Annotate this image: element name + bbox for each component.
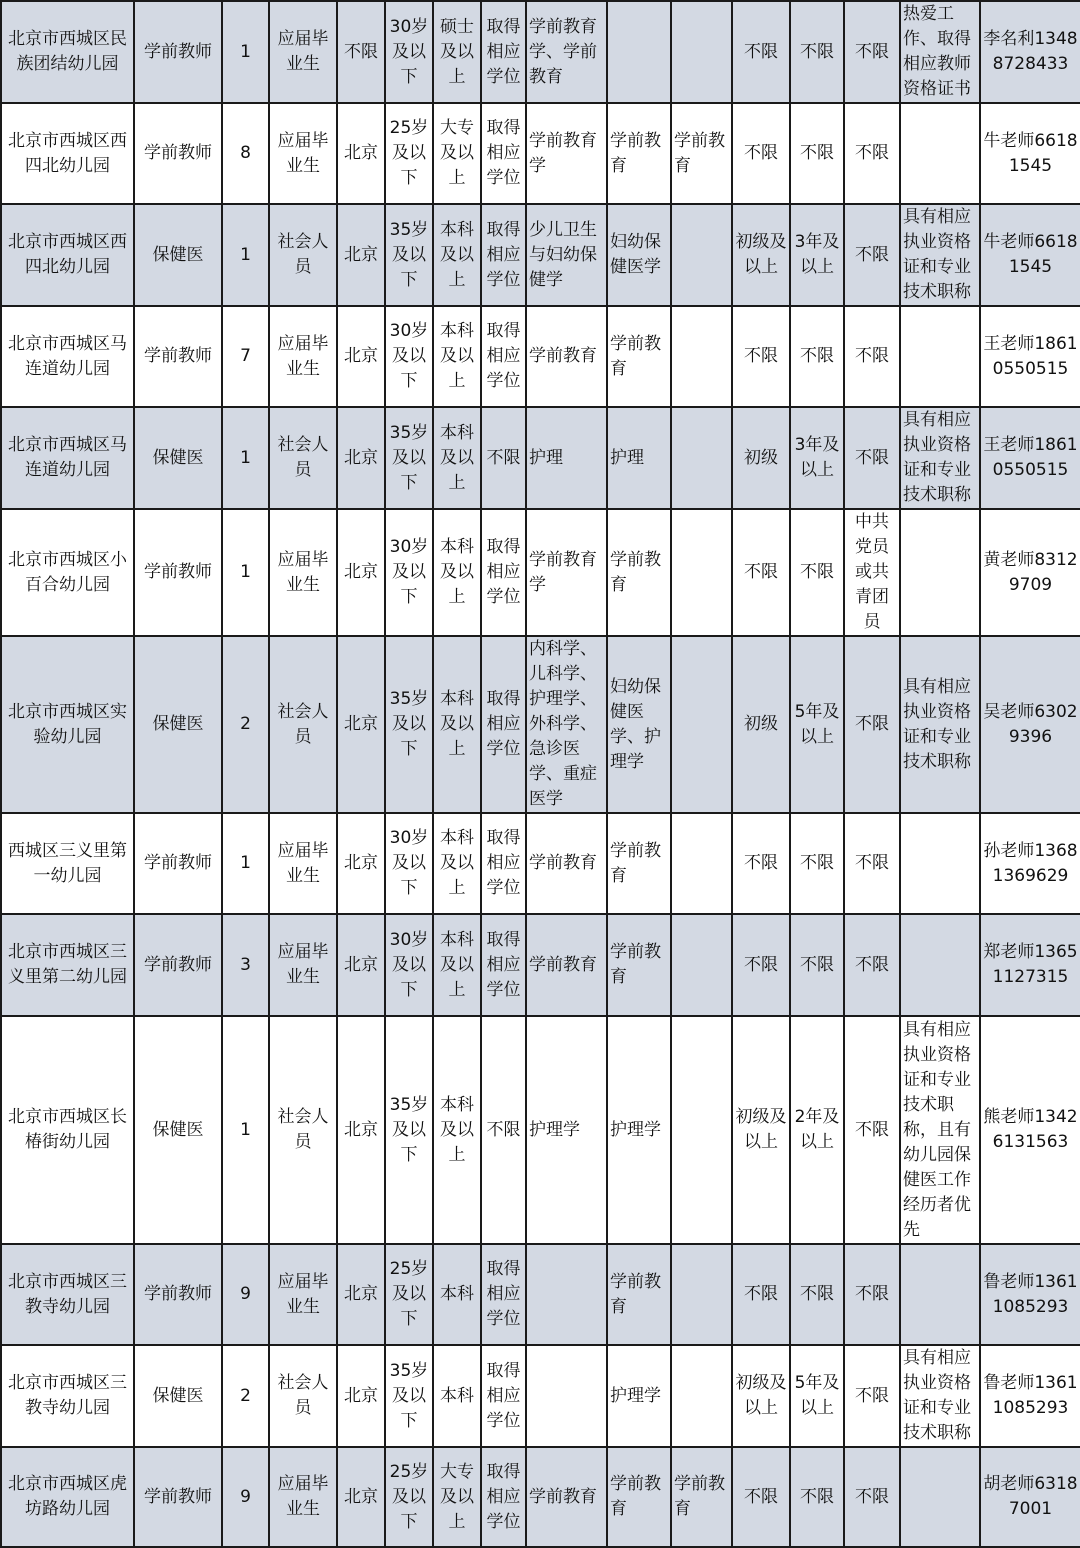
experience-cell: 不限 [790,103,844,204]
education-cell: 本科及以上 [433,914,481,1016]
degree-cell: 取得相应学位 [481,1447,526,1547]
major-cell: 学前教育 [607,813,671,914]
age-cell: 35岁及以下 [385,407,433,509]
major-cell: 学前教育 [671,1447,732,1547]
major-cell: 少儿卫生与妇幼保健学 [526,204,607,306]
age-cell: 30岁及以下 [385,1,433,103]
degree-cell: 取得相应学位 [481,1,526,103]
school-cell: 北京市西城区长椿街幼儿园 [1,1016,134,1244]
count-cell: 2 [222,636,269,813]
experience-cell: 不限 [790,1,844,103]
hukou-cell: 北京 [337,1345,385,1447]
major-cell [671,306,732,407]
major-cell: 妇幼保健医学 [607,204,671,306]
major-cell [671,1016,732,1244]
major-cell: 护理 [607,407,671,509]
degree-cell: 取得相应学位 [481,306,526,407]
degree-cell: 取得相应学位 [481,813,526,914]
major-cell [526,1345,607,1447]
education-cell: 本科及以上 [433,1016,481,1244]
hukou-cell: 北京 [337,1244,385,1345]
major-cell: 妇幼保健医学、护理学 [607,636,671,813]
degree-cell: 取得相应学位 [481,1244,526,1345]
school-cell: 北京市西城区三义里第二幼儿园 [1,914,134,1016]
school-cell: 北京市西城区西四北幼儿园 [1,204,134,306]
major-cell: 学前教育学、学前教育 [526,1,607,103]
table-row [1,1447,1080,1547]
title-cell: 不限 [732,1,790,103]
table-row [1,1016,1080,1244]
major-cell: 护理学 [607,1016,671,1244]
other-requirements-cell: 具有相应执业资格证和专业技术职称 [900,636,980,813]
school-cell: 北京市西城区实验幼儿园 [1,636,134,813]
politics-cell: 不限 [844,103,900,204]
table-row [1,636,1080,813]
other-requirements-cell: 具有相应执业资格证和专业技术职称，且有幼儿园保健医工作经历者优先 [900,1016,980,1244]
major-cell: 学前教育 [607,1244,671,1345]
table-row [1,306,1080,407]
position-cell: 学前教师 [134,306,222,407]
position-cell: 学前教师 [134,914,222,1016]
title-cell: 初级 [732,636,790,813]
position-cell: 学前教师 [134,1447,222,1547]
contact-cell: 鲁老师13611085293 [980,1244,1080,1345]
hukou-cell: 北京 [337,407,385,509]
degree-cell: 取得相应学位 [481,509,526,636]
title-cell: 不限 [732,306,790,407]
school-cell: 西城区三义里第一幼儿园 [1,813,134,914]
age-cell: 35岁及以下 [385,636,433,813]
hukou-cell: 不限 [337,1,385,103]
politics-cell: 不限 [844,407,900,509]
major-cell: 学前教育 [607,914,671,1016]
major-cell: 护理学 [607,1345,671,1447]
degree-cell: 不限 [481,407,526,509]
other-requirements-cell [900,914,980,1016]
hukou-cell: 北京 [337,509,385,636]
degree-cell: 取得相应学位 [481,914,526,1016]
experience-cell: 不限 [790,509,844,636]
education-cell: 大专及以上 [433,1447,481,1547]
experience-cell: 不限 [790,1244,844,1345]
major-cell: 学前教育 [607,1447,671,1547]
age-cell: 30岁及以下 [385,306,433,407]
age-cell: 25岁及以下 [385,1447,433,1547]
education-cell: 本科及以上 [433,509,481,636]
major-cell [671,914,732,1016]
title-cell: 不限 [732,1244,790,1345]
other-requirements-cell [900,1447,980,1547]
age-cell: 35岁及以下 [385,1016,433,1244]
contact-cell: 鲁老师13611085293 [980,1345,1080,1447]
contact-cell: 吴老师63029396 [980,636,1080,813]
experience-cell: 5年及以上 [790,1345,844,1447]
source-cell: 社会人员 [269,204,337,306]
school-cell: 北京市西城区虎坊路幼儿园 [1,1447,134,1547]
hukou-cell: 北京 [337,636,385,813]
hukou-cell: 北京 [337,306,385,407]
other-requirements-cell [900,1244,980,1345]
title-cell: 初级及以上 [732,204,790,306]
age-cell: 30岁及以下 [385,509,433,636]
education-cell: 本科及以上 [433,813,481,914]
major-cell: 学前教育 [526,813,607,914]
school-cell: 北京市西城区三教寺幼儿园 [1,1244,134,1345]
title-cell: 初级 [732,407,790,509]
school-cell: 北京市西城区马连道幼儿园 [1,306,134,407]
school-cell: 北京市西城区马连道幼儿园 [1,407,134,509]
degree-cell: 不限 [481,1016,526,1244]
degree-cell: 取得相应学位 [481,204,526,306]
major-cell: 学前教育 [526,1447,607,1547]
other-requirements-cell [900,103,980,204]
school-cell: 北京市西城区小百合幼儿园 [1,509,134,636]
school-cell: 北京市西城区民族团结幼儿园 [1,1,134,103]
other-requirements-cell: 热爱工作、取得相应教师资格证书 [900,1,980,103]
experience-cell: 3年及以上 [790,407,844,509]
age-cell: 35岁及以下 [385,204,433,306]
major-cell [607,1,671,103]
title-cell: 不限 [732,103,790,204]
other-requirements-cell [900,813,980,914]
contact-cell: 王老师18610550515 [980,306,1080,407]
education-cell: 本科 [433,1244,481,1345]
contact-cell: 黄老师83129709 [980,509,1080,636]
contact-cell: 熊老师13426131563 [980,1016,1080,1244]
position-cell: 学前教师 [134,103,222,204]
contact-cell: 牛老师66181545 [980,103,1080,204]
major-cell: 学前教育 [607,306,671,407]
age-cell: 25岁及以下 [385,103,433,204]
contact-cell: 胡老师63187001 [980,1447,1080,1547]
education-cell: 大专及以上 [433,103,481,204]
source-cell: 应届毕业生 [269,1447,337,1547]
position-cell: 学前教师 [134,509,222,636]
age-cell: 30岁及以下 [385,813,433,914]
major-cell [671,1,732,103]
title-cell: 不限 [732,813,790,914]
count-cell: 1 [222,407,269,509]
source-cell: 社会人员 [269,407,337,509]
title-cell: 不限 [732,914,790,1016]
position-cell: 保健医 [134,636,222,813]
politics-cell: 不限 [844,914,900,1016]
hukou-cell: 北京 [337,1016,385,1244]
major-cell: 护理学 [526,1016,607,1244]
count-cell: 1 [222,509,269,636]
other-requirements-cell [900,306,980,407]
politics-cell: 不限 [844,306,900,407]
position-cell: 保健医 [134,1016,222,1244]
school-cell: 北京市西城区三教寺幼儿园 [1,1345,134,1447]
age-cell: 25岁及以下 [385,1244,433,1345]
major-cell [671,1244,732,1345]
major-cell [671,204,732,306]
table-row [1,509,1080,636]
table-row [1,1244,1080,1345]
politics-cell: 不限 [844,813,900,914]
politics-cell: 不限 [844,1016,900,1244]
major-cell: 护理 [526,407,607,509]
title-cell: 不限 [732,509,790,636]
count-cell: 7 [222,306,269,407]
source-cell: 社会人员 [269,636,337,813]
major-cell [671,509,732,636]
contact-cell: 王老师18610550515 [980,407,1080,509]
politics-cell: 不限 [844,204,900,306]
experience-cell: 不限 [790,914,844,1016]
position-cell: 学前教师 [134,1,222,103]
experience-cell: 不限 [790,1447,844,1547]
contact-cell: 郑老师13651127315 [980,914,1080,1016]
experience-cell: 2年及以上 [790,1016,844,1244]
major-cell: 学前教育 [607,103,671,204]
experience-cell: 5年及以上 [790,636,844,813]
count-cell: 1 [222,1016,269,1244]
contact-cell: 李名利13488728433 [980,1,1080,103]
politics-cell: 不限 [844,1345,900,1447]
source-cell: 社会人员 [269,1345,337,1447]
major-cell: 内科学、儿科学、护理学、外科学、急诊医学、重症医学 [526,636,607,813]
politics-cell: 不限 [844,1244,900,1345]
age-cell: 30岁及以下 [385,914,433,1016]
school-cell: 北京市西城区西四北幼儿园 [1,103,134,204]
source-cell: 应届毕业生 [269,509,337,636]
other-requirements-cell: 具有相应执业资格证和专业技术职称 [900,204,980,306]
source-cell: 应届毕业生 [269,1244,337,1345]
hukou-cell: 北京 [337,103,385,204]
count-cell: 1 [222,204,269,306]
position-cell: 学前教师 [134,1244,222,1345]
title-cell: 初级及以上 [732,1016,790,1244]
table-row [1,204,1080,306]
major-cell: 学前教育 [526,914,607,1016]
position-cell: 保健医 [134,407,222,509]
table-row [1,914,1080,1016]
hukou-cell: 北京 [337,813,385,914]
position-cell: 学前教师 [134,813,222,914]
count-cell: 9 [222,1447,269,1547]
education-cell: 硕士及以上 [433,1,481,103]
other-requirements-cell: 具有相应执业资格证和专业技术职称 [900,1345,980,1447]
major-cell [671,813,732,914]
major-cell: 学前教育学 [526,509,607,636]
major-cell: 学前教育 [526,306,607,407]
count-cell: 9 [222,1244,269,1345]
major-cell [671,407,732,509]
count-cell: 8 [222,103,269,204]
major-cell [671,636,732,813]
hukou-cell: 北京 [337,204,385,306]
experience-cell: 不限 [790,813,844,914]
politics-cell: 不限 [844,636,900,813]
education-cell: 本科及以上 [433,407,481,509]
experience-cell: 不限 [790,306,844,407]
politics-cell: 不限 [844,1447,900,1547]
education-cell: 本科及以上 [433,636,481,813]
table-row [1,1345,1080,1447]
source-cell: 应届毕业生 [269,914,337,1016]
politics-cell: 中共党员或共青团员 [844,509,900,636]
source-cell: 应届毕业生 [269,306,337,407]
source-cell: 应届毕业生 [269,813,337,914]
education-cell: 本科及以上 [433,204,481,306]
position-cell: 保健医 [134,204,222,306]
age-cell: 35岁及以下 [385,1345,433,1447]
count-cell: 1 [222,1,269,103]
title-cell: 不限 [732,1447,790,1547]
table-row [1,407,1080,509]
table-row [1,813,1080,914]
count-cell: 1 [222,813,269,914]
contact-cell: 牛老师66181545 [980,204,1080,306]
politics-cell: 不限 [844,1,900,103]
experience-cell: 3年及以上 [790,204,844,306]
degree-cell: 取得相应学位 [481,636,526,813]
degree-cell: 取得相应学位 [481,1345,526,1447]
count-cell: 2 [222,1345,269,1447]
source-cell: 应届毕业生 [269,1,337,103]
major-cell: 学前教育学 [526,103,607,204]
hukou-cell: 北京 [337,914,385,1016]
count-cell: 3 [222,914,269,1016]
other-requirements-cell: 具有相应执业资格证和专业技术职称 [900,407,980,509]
major-cell: 学前教育 [671,103,732,204]
education-cell: 本科及以上 [433,306,481,407]
source-cell: 社会人员 [269,1016,337,1244]
contact-cell: 孙老师13681369629 [980,813,1080,914]
table-row [1,1,1080,103]
major-cell [526,1244,607,1345]
major-cell [671,1345,732,1447]
education-cell: 本科 [433,1345,481,1447]
source-cell: 应届毕业生 [269,103,337,204]
hukou-cell: 北京 [337,1447,385,1547]
other-requirements-cell [900,509,980,636]
major-cell: 学前教育 [607,509,671,636]
table-row [1,103,1080,204]
position-cell: 保健医 [134,1345,222,1447]
degree-cell: 取得相应学位 [481,103,526,204]
title-cell: 初级及以上 [732,1345,790,1447]
